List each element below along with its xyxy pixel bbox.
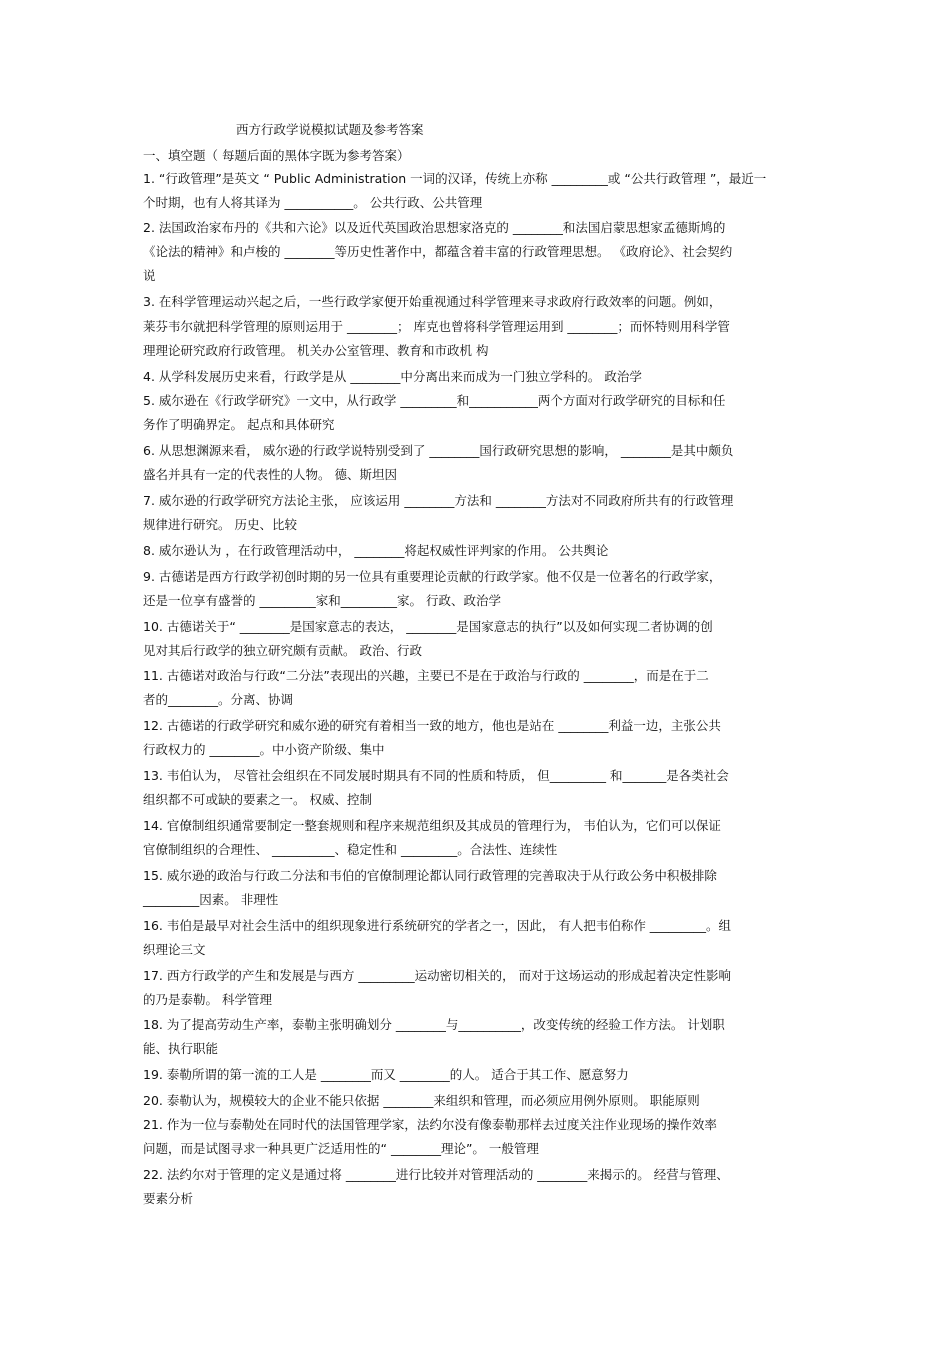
question-line: 问题，而是试图寻求一种具更广泛适用性的“ ________理论”。 一般管理	[143, 1141, 539, 1156]
question-line: 16. 韦伯是最早对社会生活中的组织现象进行系统研究的学者之一，因此， 有人把韦伯称作 _________。组	[143, 918, 732, 933]
question-line: 的乃是泰勒。 科学管理	[143, 992, 272, 1007]
question-line: 21. 作为一位与泰勒处在同时代的法国管理学家，法约尔没有像泰勒那样去过度关注作业现场的操作效率	[143, 1117, 717, 1132]
question-line: 6. 从思想渊源来看， 威尔逊的行政学说特别受到了 ________国行政研究思想的影响， ________是其中颇负	[143, 443, 734, 458]
document-title: 西方行政学说模拟试题及参考答案	[236, 122, 424, 137]
question-line: 11. 古德诺对政治与行政“二分法”表现出的兴趣，主要已不是在于政治与行政的 ________，而是在于二	[143, 668, 709, 683]
question-line: 3. 在科学管理运动兴起之后，一些行政学家便开始重视通过科学管理来寻求政府行政效率的问题。例如，	[143, 294, 722, 309]
question-line: 要素分析	[143, 1191, 194, 1206]
section-heading: 一、填空题（ 每题后面的黑体字既为参考答案）	[143, 148, 410, 163]
question-line: 务作了明确界定。 起点和具体研究	[143, 417, 335, 432]
question-line: 《论法的精神》和卢梭的 ________等历史性著作中，都蕴含着丰富的行政管理思想。 《政府论》、社会契约	[143, 244, 733, 259]
question-line: 2. 法国政治家布丹的《共和六论》以及近代英国政治思想家洛克的 ________和法国启蒙思想家孟德斯鸠的	[143, 220, 726, 235]
question-line: 10. 古德诺关于“ ________是国家意志的表达， ________是国家意志的执行”以及如何实现二者协调的创	[143, 619, 713, 634]
question-line: 20. 泰勒认为，规模较大的企业不能只依据 ________来组织和管理，而必须应用例外原则。 职能原则	[143, 1093, 700, 1108]
question-line: 织理论三文	[143, 942, 206, 957]
question-line: 17. 西方行政学的产生和发展是与西方 _________运动密切相关的， 而对于这场运动的形成起着决定性影响	[143, 968, 732, 983]
question-line: 5. 威尔逊在《行政学研究》一文中，从行政学 _________和___________两个方面对行政学研究的目标和任	[143, 393, 726, 408]
question-line: 规律进行研究。 历史、比较	[143, 517, 297, 532]
question-line: 组织都不可或缺的要素之一。 权威、控制	[143, 792, 372, 807]
question-line: 官僚制组织的合理性、 __________、稳定性和 _________。合法性、连续性	[143, 842, 558, 857]
question-line: 还是一位享有盛誉的 _________家和_________家。 行政、政治学	[143, 593, 501, 608]
question-line: 理理论研究政府行政管理。 机关办公室管理、教育和市政机 构	[143, 343, 489, 358]
question-line: 者的________。分离、协调	[143, 692, 294, 707]
question-line: 9. 古德诺是西方行政学初创时期的另一位具有重要理论贡献的行政学家。他不仅是一位著名的行政学家，	[143, 569, 722, 584]
question-line: 见对其后行政学的独立研究颇有贡献。 政治、行政	[143, 643, 422, 658]
question-line: 行政权力的 ________。中小资产阶级、集中	[143, 742, 385, 757]
question-line: 说	[143, 268, 156, 283]
question-line: 能、执行职能	[143, 1041, 219, 1056]
question-line: 18. 为了提高劳动生产率，泰勒主张明确划分 ________与__________，改变传统的经验工作方法。 计划职	[143, 1017, 725, 1032]
question-line: 个时期，也有人将其译为 ___________。 公共行政、公共管理	[143, 195, 483, 210]
question-line: 19. 泰勒所谓的第一流的工人是 ________而又 ________的人。 适合于其工作、愿意努力	[143, 1067, 629, 1082]
question-line: 15. 威尔逊的政治与行政二分法和韦伯的官僚制理论都认同行政管理的完善取决于从行政公务中积极排除	[143, 868, 717, 883]
question-line: 盛名并具有一定的代表性的人物。 德、斯坦因	[143, 467, 397, 482]
question-line: 4. 从学科发展历史来看，行政学是从 ________中分离出来而成为一门独立学科的。 政治学	[143, 369, 642, 384]
question-line: 8. 威尔逊认为 ，在行政管理活动中， ________将起权威性评判家的作用。 公共舆论	[143, 543, 609, 558]
question-line: _________因素。 非理性	[143, 892, 279, 907]
question-line: 7. 威尔逊的行政学研究方法论主张， 应该运用 ________方法和 ________方法对不同政府所共有的行政管理	[143, 493, 734, 508]
question-line: 13. 韦伯认为， 尽管社会组织在不同发展时期具有不同的性质和特质， 但_________ 和_______是各类社会	[143, 768, 729, 783]
question-line: 莱芬韦尔就把科学管理的原则运用于 ________； 库克也曾将科学管理运用到 ________；而怀特则用科学管	[143, 319, 730, 334]
question-line: 22. 法约尔对于管理的定义是通过将 ________进行比较并对管理活动的 ________来揭示的。 经营与管理、	[143, 1167, 729, 1182]
question-line: 12. 古德诺的行政学研究和威尔逊的研究有着相当一致的地方，他也是站在 ________利益一边，主张公共	[143, 718, 721, 733]
question-line: 14. 官僚制组织通常要制定一整套规则和程序来规范组织及其成员的管理行为， 韦伯认为，它们可以保证	[143, 818, 721, 833]
question-line: 1. “行政管理”是英文 “ Public Administration 一词的汉译，传统上亦称 _________或 “公共行政管理 ”，最近一	[143, 171, 767, 186]
